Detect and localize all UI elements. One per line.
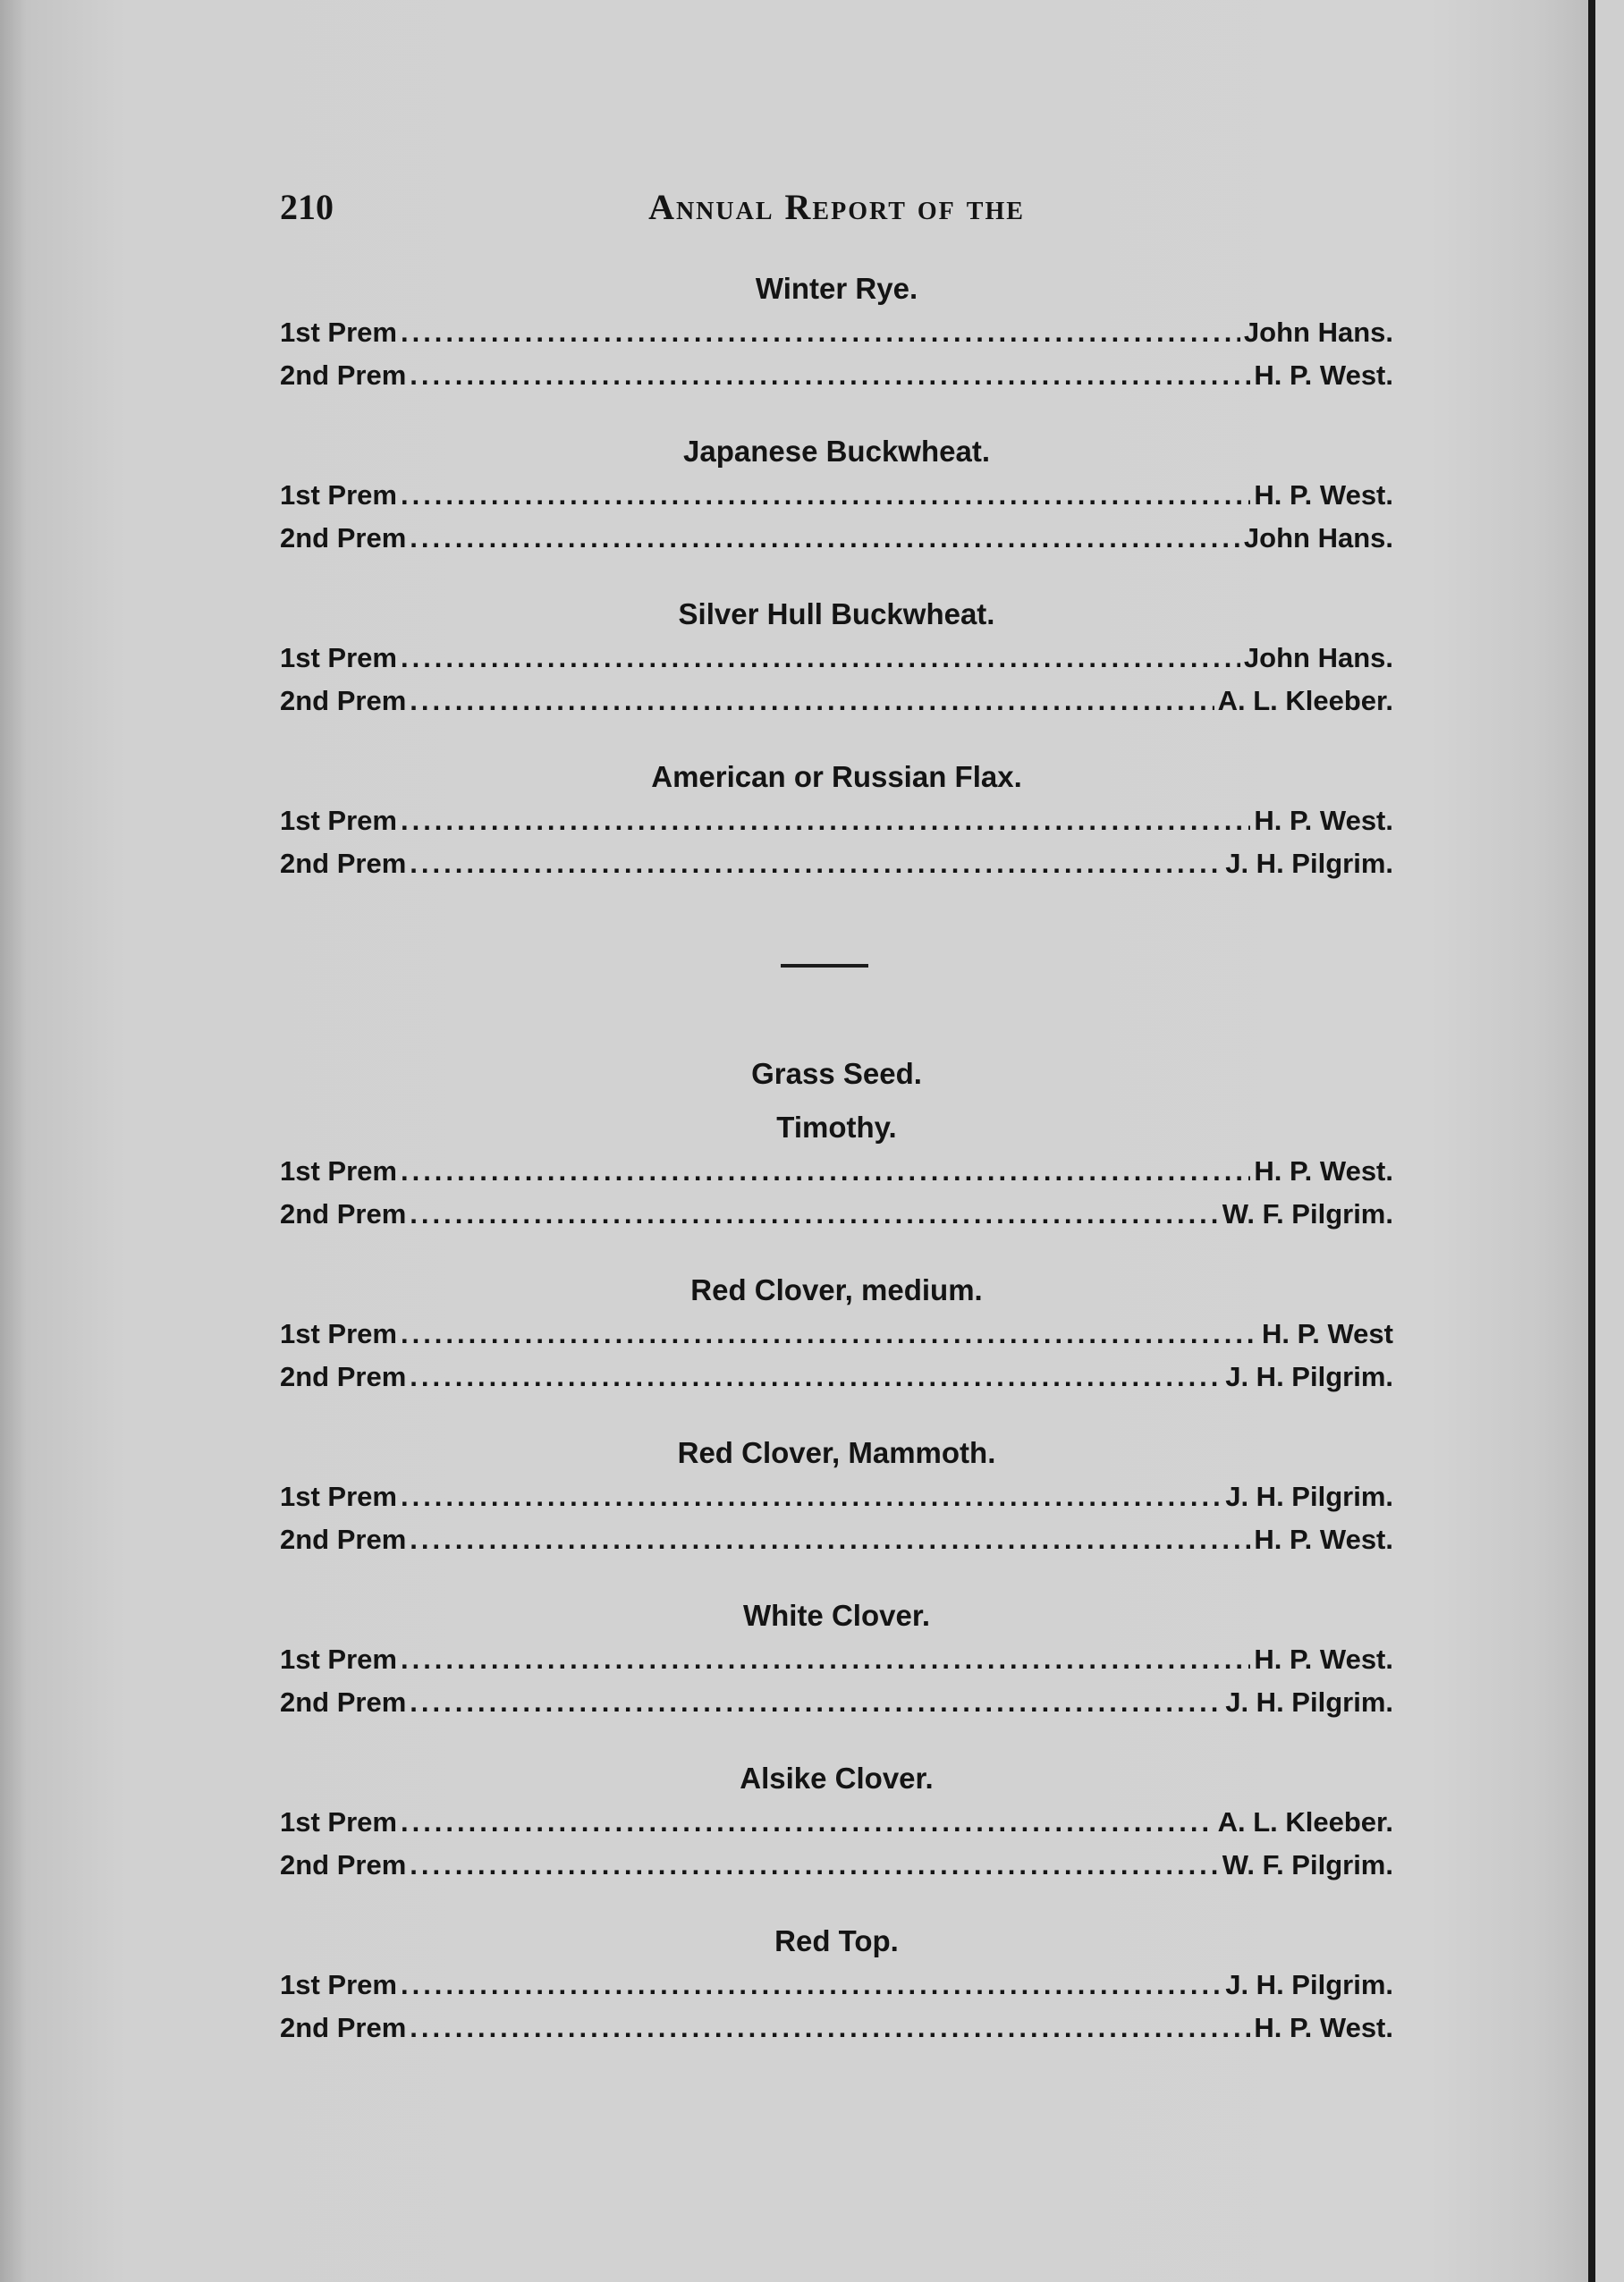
premium-label: 2nd Prem <box>280 2012 407 2043</box>
premium-section <box>280 1595 1393 1724</box>
dot-leader <box>401 1475 1222 1518</box>
premium-row <box>280 1844 1393 1887</box>
winner-name: H. P. West <box>1261 1318 1393 1349</box>
premium-label: 2nd Prem <box>280 1849 407 1881</box>
dot-leader <box>401 474 1250 517</box>
premium-label: 1st Prem <box>280 1318 397 1349</box>
dot-leader <box>410 1844 1219 1887</box>
section-title: White Clover. <box>742 1599 931 1632</box>
winner-name: J. H. Pilgrim. <box>1225 1686 1393 1718</box>
premium-label: 1st Prem <box>280 642 397 673</box>
premium-section <box>280 1433 1393 1561</box>
premium-label: 1st Prem <box>280 805 397 836</box>
dot-leader <box>401 1313 1258 1356</box>
dot-leader <box>410 1518 1250 1561</box>
premium-label: 2nd Prem <box>280 1198 407 1230</box>
premium-row <box>280 311 1393 354</box>
dot-leader <box>410 354 1250 397</box>
premium-row <box>280 2007 1393 2050</box>
dot-leader <box>401 1801 1214 1844</box>
premium-row <box>280 842 1393 885</box>
premium-row <box>280 1356 1393 1399</box>
premium-label: 2nd Prem <box>280 1524 407 1555</box>
section-title: Winter Rye. <box>755 272 918 305</box>
premium-row <box>280 1638 1393 1681</box>
section-title: Red Top. <box>774 1924 899 1957</box>
scan-margin <box>1595 0 1624 2282</box>
premium-section <box>280 1107 1393 1236</box>
premium-row <box>280 1150 1393 1193</box>
page-number: 210 <box>280 187 334 227</box>
premium-row <box>280 1801 1393 1844</box>
section-title: Red Clover, Mammoth. <box>677 1436 996 1469</box>
premium-label: 2nd Prem <box>280 1361 407 1392</box>
section-title: Japanese Buckwheat. <box>683 435 990 468</box>
winner-name: H. P. West. <box>1254 479 1393 511</box>
dot-leader <box>410 517 1240 560</box>
dot-leader <box>401 637 1240 680</box>
section-title: Silver Hull Buckwheat. <box>678 597 995 630</box>
winner-name: John Hans. <box>1243 317 1393 348</box>
grass-seed-sections <box>280 1107 1393 2050</box>
premium-section <box>280 431 1393 560</box>
dot-leader <box>401 1638 1250 1681</box>
winner-name: A. L. Kleeber. <box>1217 685 1393 716</box>
winner-name: H. P. West. <box>1254 359 1393 391</box>
winner-name: John Hans. <box>1243 522 1393 554</box>
dot-leader <box>410 842 1222 885</box>
premium-label: 1st Prem <box>280 1806 397 1838</box>
dot-leader <box>410 1681 1222 1724</box>
premium-section <box>280 1270 1393 1399</box>
premium-row <box>280 354 1393 397</box>
premium-section <box>280 756 1393 885</box>
premium-label: 1st Prem <box>280 1969 397 2000</box>
premium-label: 2nd Prem <box>280 1686 407 1718</box>
premium-row <box>280 799 1393 842</box>
section-title: Red Clover, medium. <box>690 1273 983 1306</box>
section-divider <box>781 964 868 968</box>
premium-section <box>280 268 1393 397</box>
premium-row <box>280 1313 1393 1356</box>
dot-leader <box>410 680 1214 723</box>
grain-sections <box>280 268 1393 885</box>
premium-label: 2nd Prem <box>280 522 407 554</box>
winner-name: H. P. West. <box>1254 2012 1393 2043</box>
book-spine-edge <box>1588 0 1595 2282</box>
winner-name: J. H. Pilgrim. <box>1225 1969 1393 2000</box>
winner-name: H. P. West. <box>1254 805 1393 836</box>
winner-name: A. L. Kleeber. <box>1217 1806 1393 1838</box>
winner-name: H. P. West. <box>1254 1524 1393 1555</box>
premium-section <box>280 1921 1393 2050</box>
premium-label: 1st Prem <box>280 479 397 511</box>
premium-label: 2nd Prem <box>280 848 407 879</box>
premium-row <box>280 474 1393 517</box>
premium-label: 1st Prem <box>280 1644 397 1675</box>
premium-section <box>280 594 1393 723</box>
premium-label: 2nd Prem <box>280 685 407 716</box>
premium-label: 1st Prem <box>280 317 397 348</box>
premium-row <box>280 517 1393 560</box>
winner-name: John Hans. <box>1243 642 1393 673</box>
winner-name: J. H. Pilgrim. <box>1225 1481 1393 1512</box>
premium-label: 2nd Prem <box>280 359 407 391</box>
premium-list <box>280 268 1393 2083</box>
page-header <box>280 186 1393 240</box>
premium-row <box>280 1681 1393 1724</box>
dot-leader <box>410 1356 1222 1399</box>
section-divider-block <box>280 919 1393 1053</box>
running-title: Annual Report of the <box>648 187 1025 227</box>
premium-row <box>280 1518 1393 1561</box>
dot-leader <box>401 1964 1222 2007</box>
premium-label: 1st Prem <box>280 1481 397 1512</box>
premium-row <box>280 1964 1393 2007</box>
dot-leader <box>401 799 1250 842</box>
winner-name: J. H. Pilgrim. <box>1225 1361 1393 1392</box>
dot-leader <box>401 1150 1250 1193</box>
winner-name: W. F. Pilgrim. <box>1222 1849 1393 1881</box>
premium-row <box>280 1475 1393 1518</box>
winner-name: H. P. West. <box>1254 1644 1393 1675</box>
section-title: American or Russian Flax. <box>651 760 1022 793</box>
group-heading: Grass Seed. <box>751 1057 922 1090</box>
section-title: Timothy. <box>776 1111 897 1144</box>
premium-row <box>280 637 1393 680</box>
winner-name: H. P. West. <box>1254 1155 1393 1187</box>
premium-section <box>280 1758 1393 1887</box>
dot-leader <box>401 311 1240 354</box>
dot-leader <box>410 2007 1250 2050</box>
premium-row <box>280 680 1393 723</box>
winner-name: W. F. Pilgrim. <box>1222 1198 1393 1230</box>
dot-leader <box>410 1193 1219 1236</box>
winner-name: J. H. Pilgrim. <box>1225 848 1393 879</box>
premium-row <box>280 1193 1393 1236</box>
section-title: Alsike Clover. <box>740 1762 934 1795</box>
premium-label: 1st Prem <box>280 1155 397 1187</box>
